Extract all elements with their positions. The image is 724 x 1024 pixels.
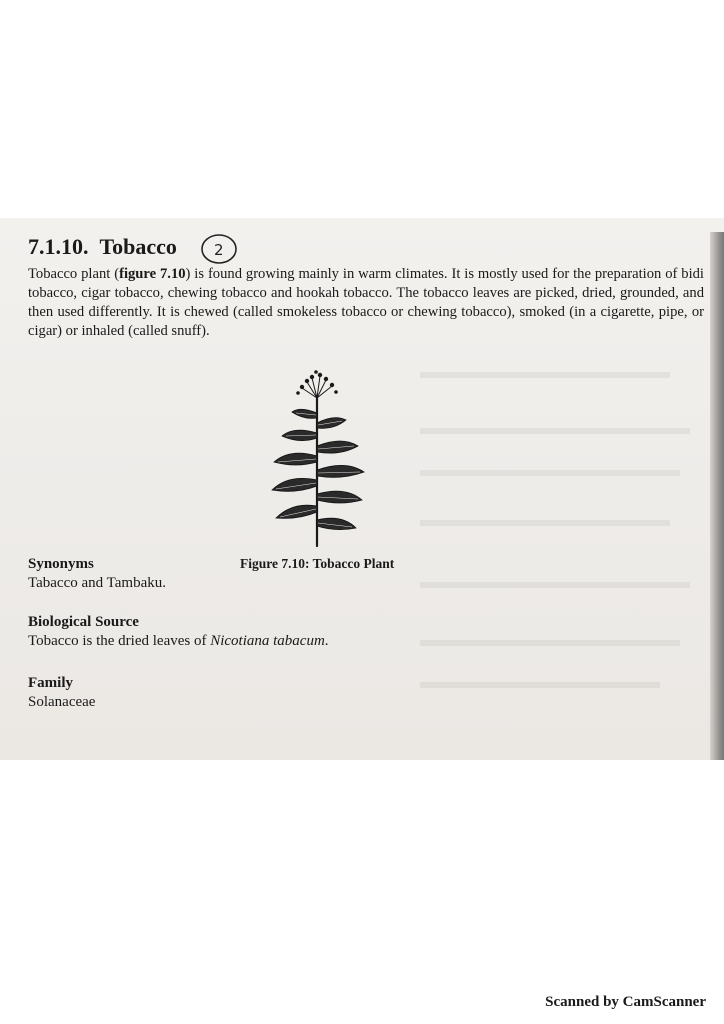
synonyms-heading: Synonyms <box>28 556 94 572</box>
scanner-watermark: Scanned by CamScanner <box>545 994 706 1010</box>
section-number: 7.1.10. <box>28 234 89 259</box>
biological-source-heading: Biological Source <box>28 614 139 630</box>
family-text: Solanaceae <box>28 694 96 710</box>
tobacco-plant-illustration <box>262 368 372 548</box>
species-name: Nicotiana tabacum <box>210 633 325 649</box>
section-title: Tobacco <box>99 234 177 259</box>
biological-source-post: . <box>324 633 329 649</box>
figure-caption: Figure 7.10: Tobacco Plant <box>240 556 395 571</box>
family-heading: Family <box>28 675 73 691</box>
intro-text-start: Tobacco plant ( <box>28 266 120 282</box>
figure-reference: figure 7.10 <box>119 266 186 282</box>
intro-text-rest: ) is found growing mainly in warm climates. It is mostly used for the preparation of bidi tobacco, cigar tobacco, chewing tobacco and hookah tobacco. The tobacco leaves are picked, dried, grounded, and then used differently. It is chewed (called smokeless tobacco or chewing tobacco), smoked (in a cigarette, pipe, or cigar) or inhaled (called snuff). <box>28 266 704 339</box>
margin-mark-text: 2 <box>214 241 224 259</box>
biological-source-pre: Tobacco is the dried leaves of <box>28 633 211 649</box>
biological-source-text <box>28 633 329 650</box>
handwritten-circle-annotation <box>199 232 239 266</box>
section-heading <box>28 234 177 260</box>
intro-paragraph <box>28 265 704 341</box>
synonyms-text: Tabacco and Tambaku. <box>28 575 166 591</box>
page-edge-shadow <box>710 232 724 760</box>
